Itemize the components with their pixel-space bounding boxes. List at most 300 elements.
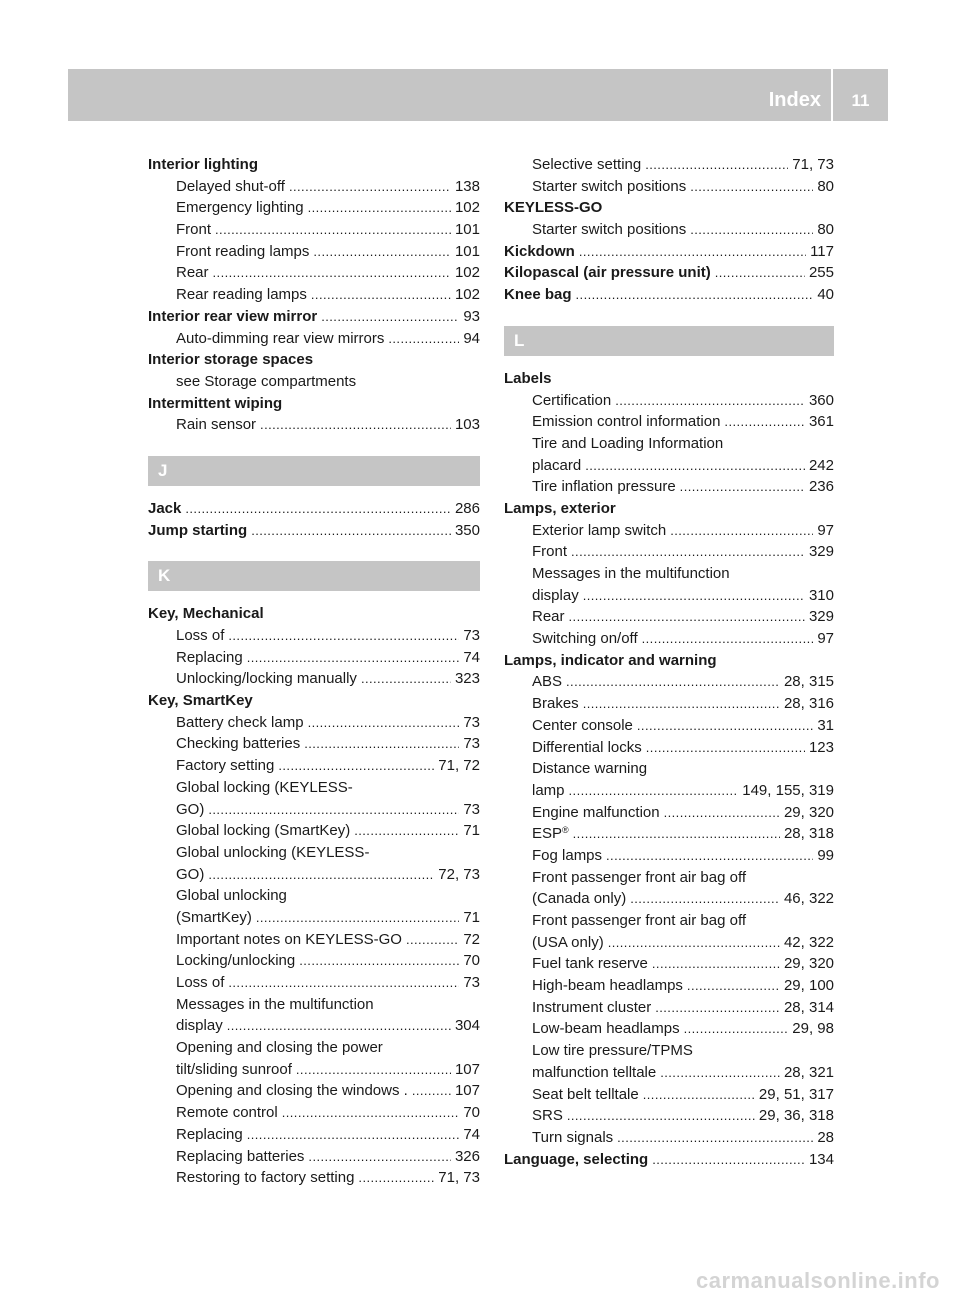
index-subentry[interactable] [504, 1018, 834, 1040]
page-reference[interactable]: 28, 314 [783, 998, 834, 1016]
index-subentry[interactable] [148, 668, 480, 690]
spacer [148, 486, 480, 498]
page-reference[interactable]: 102 [454, 264, 480, 282]
page-title: Index [768, 89, 821, 111]
index-subentry[interactable] [504, 411, 834, 433]
page-reference[interactable]: 101 [454, 242, 480, 260]
page-reference[interactable]: 350 [454, 521, 480, 539]
leader-dots [208, 864, 434, 886]
entry-label: Messages in the multifunction [176, 995, 374, 1013]
index-subentry[interactable] [148, 1124, 480, 1146]
index-subentry [148, 885, 480, 907]
index-subentry [148, 842, 480, 864]
index-subentry[interactable] [504, 693, 834, 715]
page-reference[interactable]: 103 [454, 416, 480, 434]
page-reference[interactable]: 73 [463, 974, 480, 991]
index-entry[interactable] [504, 241, 834, 263]
page-reference[interactable]: 94 [463, 329, 480, 347]
page-reference[interactable]: 70 [463, 1104, 480, 1122]
index-subentry[interactable] [148, 262, 480, 284]
entry-label: tilt/sliding sunroof [176, 1060, 292, 1078]
index-subentry[interactable] [504, 932, 834, 954]
index-subentry [504, 563, 834, 585]
entry-label: Restoring to factory setting [176, 1169, 355, 1187]
entry-label: Front reading lamps [176, 242, 310, 260]
page-reference[interactable]: 73 [463, 800, 480, 818]
leader-dots [684, 1018, 789, 1040]
leader-dots [289, 176, 451, 198]
index-subentry[interactable] [504, 997, 834, 1019]
index-column-right [504, 154, 834, 1170]
entry-label: Checking batteries [176, 735, 301, 753]
spacer [504, 356, 834, 368]
entry-label: Auto-dimming rear view mirrors [176, 329, 385, 347]
entry-label: Locking/unlocking [176, 952, 296, 970]
page-reference[interactable]: 361 [808, 413, 834, 431]
page-reference[interactable]: 29, 36, 318 [758, 1107, 834, 1125]
leader-dots [606, 845, 813, 867]
entry-label: see Storage compartments [176, 372, 357, 390]
leader-dots [358, 1167, 434, 1189]
entry-label: Certification [532, 391, 612, 409]
index-subentry[interactable] [148, 647, 480, 669]
page-reference[interactable]: 28, 316 [783, 695, 834, 713]
leader-dots [576, 284, 814, 306]
entry-label: Battery check lamp [176, 713, 304, 731]
page-reference[interactable]: 99 [817, 846, 834, 864]
page-reference[interactable]: 46, 322 [783, 890, 834, 908]
leader-dots [213, 262, 451, 284]
page-reference[interactable]: 40 [817, 286, 834, 304]
index-subentry[interactable] [504, 390, 834, 412]
page-reference[interactable]: 72, 73 [438, 865, 480, 883]
index-entry [148, 349, 480, 371]
entry-label: lamp [532, 781, 565, 799]
entry-label: Rear [176, 264, 209, 282]
index-subentry[interactable] [504, 975, 834, 997]
page-reference[interactable]: 28, 318 [783, 825, 834, 843]
entry-label: Interior rear view mirror [148, 307, 318, 325]
leader-dots [630, 888, 780, 910]
entry-label: ESP® [532, 825, 569, 843]
index-subentry[interactable] [148, 864, 480, 886]
entry-label: Tire and Loading Information [532, 434, 724, 452]
leader-dots [406, 929, 459, 951]
leader-dots [652, 953, 780, 975]
entry-label: Global locking (KEYLESS- [176, 778, 353, 796]
index-column-left [148, 154, 480, 1189]
page-reference[interactable]: 71 [463, 822, 480, 840]
leader-dots [308, 197, 451, 219]
leader-dots [278, 755, 434, 777]
leader-dots [583, 585, 805, 607]
leader-dots [670, 520, 813, 542]
page-reference[interactable]: 326 [454, 1147, 480, 1165]
leader-dots [655, 997, 780, 1019]
page-reference[interactable]: 73 [463, 713, 480, 731]
entry-label: Important notes on KEYLESS-GO [176, 930, 402, 948]
page-reference[interactable]: 149, 155, 319 [742, 781, 834, 799]
leader-dots [185, 498, 451, 520]
entry-label: Starter switch positions [532, 221, 687, 239]
page-reference[interactable]: 360 [808, 391, 834, 409]
page-reference[interactable]: 80 [817, 221, 834, 239]
leader-dots [251, 520, 451, 542]
leader-dots [215, 219, 451, 241]
entry-label: Engine malfunction [532, 803, 660, 821]
leader-dots [247, 647, 460, 669]
index-subentry[interactable] [148, 219, 480, 241]
index-subentry[interactable] [504, 606, 834, 628]
leader-dots [637, 715, 813, 737]
index-subentry[interactable] [504, 737, 834, 759]
leader-dots [361, 668, 451, 690]
page-reference[interactable]: 323 [454, 670, 480, 688]
entry-label: Distance warning [532, 760, 648, 778]
index-subentry[interactable] [148, 241, 480, 263]
leader-dots [228, 972, 459, 994]
section-letter-heading: L [504, 326, 834, 356]
index-subentry[interactable] [504, 585, 834, 607]
spacer [504, 306, 834, 326]
leader-dots [680, 476, 805, 498]
index-entry [504, 498, 834, 520]
index-entry[interactable] [504, 284, 834, 306]
entry-label: Front [532, 543, 568, 561]
entry-label: Tire inflation pressure [532, 478, 676, 496]
index-subentry[interactable] [148, 972, 480, 994]
index-subentry [504, 867, 834, 889]
entry-label: ABS [532, 673, 563, 691]
page-reference[interactable]: 242 [808, 456, 834, 474]
page-reference[interactable]: 117 [810, 242, 834, 260]
entry-label: Starter switch positions [532, 177, 687, 195]
leader-dots [664, 802, 780, 824]
page-reference[interactable]: 73 [463, 735, 480, 753]
leader-dots [573, 823, 780, 845]
page-reference[interactable]: 74 [463, 1125, 480, 1143]
entry-label: (SmartKey) [176, 908, 252, 926]
page-reference[interactable]: 329 [808, 543, 834, 561]
index-subentry[interactable] [504, 1105, 834, 1127]
entry-label: Front [176, 221, 212, 239]
index-subentry[interactable] [148, 1059, 480, 1081]
index-subentry[interactable] [148, 176, 480, 198]
leader-dots [690, 176, 813, 198]
entry-label: Center console [532, 716, 633, 734]
page-reference[interactable]: 28, 321 [783, 1063, 834, 1081]
index-subentry[interactable] [504, 715, 834, 737]
page-reference[interactable]: 236 [808, 478, 834, 496]
index-entry[interactable] [148, 520, 480, 542]
index-subentry[interactable] [504, 845, 834, 867]
leader-dots [308, 1146, 451, 1168]
index-subentry[interactable] [148, 1146, 480, 1168]
page-number: 11 [851, 91, 870, 110]
entry-label: Loss of [176, 627, 225, 644]
page-reference[interactable]: 329 [808, 608, 834, 626]
index-subentry[interactable] [148, 1080, 480, 1102]
index-subentry[interactable] [504, 1062, 834, 1084]
page-reference[interactable]: 74 [463, 648, 480, 666]
page-reference[interactable]: 138 [454, 177, 480, 195]
leader-dots [354, 820, 459, 842]
leader-dots [247, 1124, 460, 1146]
page-reference[interactable]: 310 [808, 586, 834, 604]
page-reference[interactable]: 123 [808, 738, 834, 756]
entry-label: Language, selecting [504, 1150, 649, 1168]
index-subentry[interactable] [148, 625, 480, 647]
index-entry[interactable] [148, 306, 480, 328]
page-reference[interactable]: 28, 315 [783, 673, 834, 691]
index-subentry [504, 910, 834, 932]
page-reference[interactable]: 29, 100 [783, 977, 834, 995]
leader-dots [724, 411, 805, 433]
entry-label: Differential locks [532, 738, 642, 756]
entry-label: Fuel tank reserve [532, 955, 648, 973]
index-entry [504, 368, 834, 390]
leader-dots [569, 606, 805, 628]
leader-dots [388, 328, 459, 350]
entry-label: Opening and closing the power [176, 1039, 383, 1057]
index-entry[interactable] [504, 262, 834, 284]
page-reference[interactable]: 107 [454, 1060, 480, 1078]
spacer [148, 541, 480, 561]
index-entry [148, 393, 480, 415]
page-reference[interactable]: 31 [817, 716, 834, 734]
leader-dots [585, 455, 805, 477]
leader-dots [304, 733, 459, 755]
leader-dots [645, 154, 788, 176]
section-letter-heading: J [148, 456, 480, 486]
index-subentry [504, 433, 834, 455]
leader-dots [412, 1080, 451, 1102]
index-subentry[interactable] [148, 414, 480, 436]
page-reference[interactable]: 97 [817, 521, 834, 539]
entry-label: KEYLESS-GO [504, 199, 603, 217]
page-reference[interactable]: 304 [454, 1017, 480, 1035]
index-subentry[interactable] [148, 197, 480, 219]
index-subentry[interactable] [148, 950, 480, 972]
index-subentry [148, 1037, 480, 1059]
entry-label: Selective setting [532, 156, 642, 173]
entry-label: Intermittent wiping [148, 394, 283, 412]
entry-label: Unlocking/locking manually [176, 670, 357, 688]
page-reference[interactable]: 71, 73 [438, 1169, 480, 1187]
index-subentry [504, 758, 834, 780]
index-subentry[interactable] [148, 1015, 480, 1037]
index-subentry[interactable] [504, 888, 834, 910]
entry-label: Replacing [176, 648, 243, 666]
leader-dots [583, 693, 780, 715]
entry-label: Messages in the multifunction [532, 565, 730, 582]
index-subentry[interactable] [504, 780, 834, 802]
entry-label: Loss of [176, 974, 225, 991]
entry-label: Factory setting [176, 757, 275, 775]
spacer [148, 591, 480, 603]
entry-label: Brakes [532, 695, 579, 713]
watermark: carmanualsonline.info [696, 1268, 940, 1293]
page-reference[interactable]: 29, 320 [783, 955, 834, 973]
index-subentry[interactable] [148, 907, 480, 929]
entry-label: Remote control [176, 1104, 278, 1122]
leader-dots [566, 671, 780, 693]
entry-label: Rain sensor [176, 416, 257, 434]
leader-dots [571, 541, 805, 563]
page-reference[interactable]: 28 [817, 1128, 834, 1146]
entry-label: Kickdown [504, 242, 575, 260]
index-entry [148, 603, 480, 625]
index-entry[interactable] [148, 498, 480, 520]
index-entry[interactable] [504, 1149, 834, 1171]
index-entry [148, 690, 480, 712]
page-reference[interactable]: 107 [454, 1082, 480, 1100]
registered-mark: ® [562, 825, 569, 836]
entry-label: Key, SmartKey [148, 692, 253, 710]
entry-label: Jump starting [148, 521, 248, 539]
leader-dots [311, 284, 451, 306]
page-reference[interactable]: 71 [463, 908, 480, 926]
index-subentry [148, 777, 480, 799]
spacer [148, 436, 480, 456]
entry-label: display [176, 1017, 223, 1035]
index-subentry[interactable] [148, 929, 480, 951]
entry-label: Kilopascal (air pressure unit) [504, 264, 711, 282]
leader-dots [321, 306, 459, 328]
index-subentry[interactable] [148, 712, 480, 734]
entry-label: Rear reading lamps [176, 286, 307, 304]
index-subentry[interactable] [504, 154, 834, 176]
page-reference[interactable]: 97 [817, 630, 834, 648]
index-subentry[interactable] [148, 755, 480, 777]
index-subentry[interactable] [504, 1127, 834, 1149]
page-reference[interactable]: 102 [454, 199, 480, 217]
index-subentry [148, 994, 480, 1016]
leader-dots [308, 712, 460, 734]
index-entry [504, 650, 834, 672]
entry-label: SRS [532, 1107, 563, 1125]
section-letter-heading: K [148, 561, 480, 591]
leader-dots [608, 932, 780, 954]
index-subentry[interactable] [504, 802, 834, 824]
page-reference[interactable]: 102 [454, 286, 480, 304]
index-subentry[interactable] [504, 476, 834, 498]
leader-dots [652, 1149, 805, 1171]
entry-label: Opening and closing the windows . [176, 1082, 408, 1100]
page-reference[interactable]: 29, 320 [783, 803, 834, 821]
page-reference[interactable]: 80 [817, 177, 834, 195]
entry-label: GO) [176, 800, 205, 818]
entry-label: Interior storage spaces [148, 351, 314, 369]
entry-label: Global unlocking [176, 887, 287, 905]
entry-label: Jack [148, 499, 182, 517]
page-reference[interactable]: 71, 73 [792, 156, 834, 173]
index-subentry[interactable] [504, 176, 834, 198]
index-subentry[interactable] [504, 520, 834, 542]
index-subentry[interactable] [504, 823, 834, 845]
leader-dots [227, 1015, 451, 1037]
leader-dots [646, 737, 805, 759]
entry-label: Turn signals [532, 1128, 614, 1146]
entry-label: Replacing batteries [176, 1147, 305, 1165]
page-reference[interactable]: 42, 322 [783, 933, 834, 951]
index-subentry[interactable] [148, 1167, 480, 1189]
leader-dots [256, 907, 459, 929]
index-subentry[interactable] [504, 671, 834, 693]
index-subentry[interactable] [504, 1084, 834, 1106]
index-subentry[interactable] [148, 328, 480, 350]
page-reference[interactable]: 71, 72 [438, 757, 480, 775]
leader-dots [579, 241, 806, 263]
entry-label: Low tire pressure/TPMS [532, 1042, 693, 1060]
entry-label: Labels [504, 369, 552, 387]
entry-label: Interior lighting [148, 156, 258, 173]
leader-dots [569, 780, 739, 802]
entry-label: Key, Mechanical [148, 605, 264, 623]
page-reference[interactable]: 70 [463, 952, 480, 970]
entry-label: malfunction telltale [532, 1063, 657, 1081]
index-subentry[interactable] [148, 284, 480, 306]
page-reference[interactable]: 255 [808, 264, 834, 282]
leader-dots [228, 625, 459, 647]
leader-dots [687, 975, 780, 997]
entry-label: Lamps, indicator and warning [504, 651, 717, 669]
page-reference[interactable]: 29, 98 [792, 1020, 834, 1038]
index-subentry[interactable] [504, 541, 834, 563]
leader-dots [299, 950, 459, 972]
page-reference[interactable]: 286 [454, 499, 480, 517]
page-reference[interactable]: 73 [463, 627, 480, 644]
leader-dots [690, 219, 813, 241]
index-subentry[interactable] [148, 799, 480, 821]
index-subentry[interactable] [148, 820, 480, 842]
page-reference[interactable]: 134 [808, 1150, 834, 1168]
entry-label: Global unlocking (KEYLESS- [176, 843, 370, 861]
entry-label: (Canada only) [532, 890, 627, 908]
entry-label: Rear [532, 608, 565, 626]
index-subentry[interactable] [504, 455, 834, 477]
page-reference[interactable]: 93 [463, 307, 480, 325]
leader-dots [208, 799, 459, 821]
entry-label: Front passenger front air bag off [532, 868, 747, 886]
leader-dots [282, 1102, 460, 1124]
index-entry [148, 154, 480, 176]
page-reference[interactable]: 29, 51, 317 [758, 1085, 834, 1103]
entry-label: Replacing [176, 1125, 243, 1143]
entry-label: Fog lamps [532, 846, 603, 864]
entry-label: Low-beam headlamps [532, 1020, 680, 1038]
entry-label: Front passenger front air bag off [532, 912, 747, 929]
index-subentry[interactable] [504, 953, 834, 975]
index-subentry[interactable] [148, 733, 480, 755]
entry-label: display [532, 586, 579, 604]
page-reference[interactable]: 72 [463, 930, 480, 948]
leader-dots [642, 628, 814, 650]
entry-label: Instrument cluster [532, 998, 652, 1016]
index-subentry [148, 371, 480, 393]
index-subentry[interactable] [504, 628, 834, 650]
leader-dots [260, 414, 451, 436]
leader-dots [617, 1127, 813, 1149]
entry-label: Seat belt telltale [532, 1085, 639, 1103]
leader-dots [313, 241, 451, 263]
index-subentry[interactable] [148, 1102, 480, 1124]
entry-label: GO) [176, 865, 205, 883]
leader-dots [660, 1062, 780, 1084]
entry-label: Delayed shut-off [176, 177, 285, 195]
page-reference[interactable]: 101 [454, 221, 480, 239]
index-subentry[interactable] [504, 219, 834, 241]
